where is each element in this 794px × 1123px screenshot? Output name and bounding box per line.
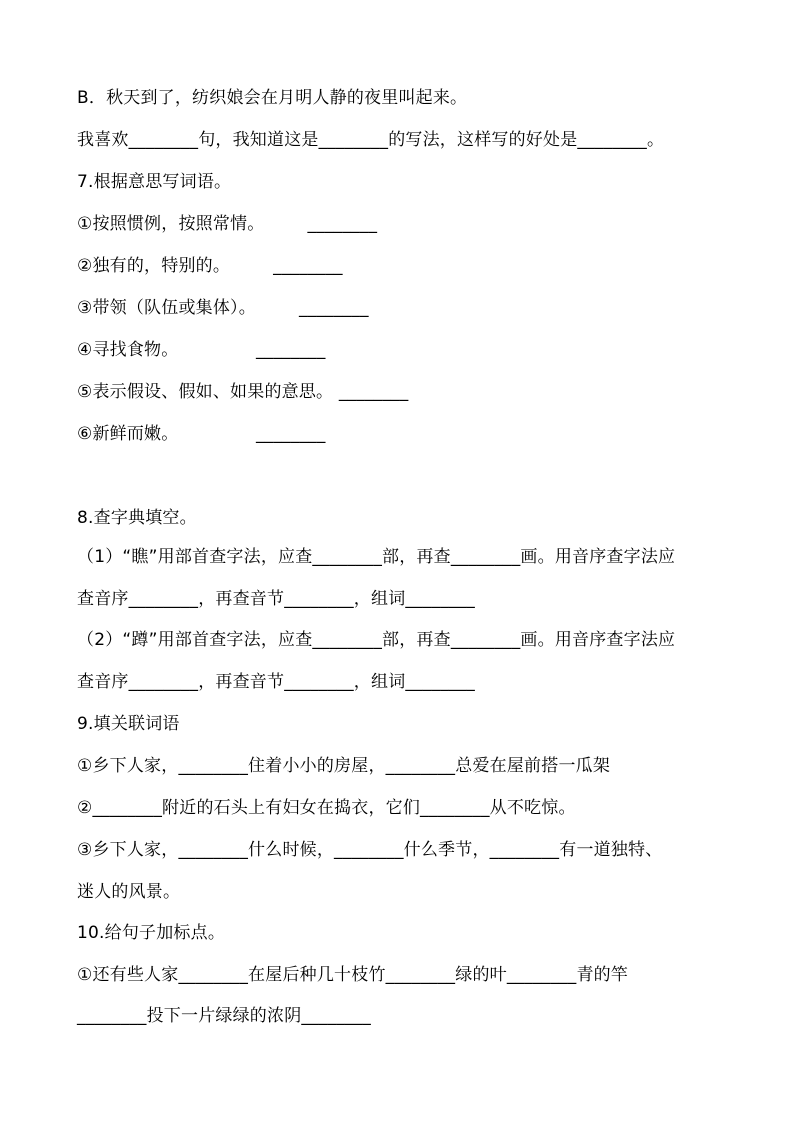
q9-item-1: ①乡下人家，________住着小小的房屋，________总爱在屋前搭一瓜架	[77, 756, 611, 776]
q7-item-1: ①按照惯例，按照常情。 ________	[77, 214, 378, 234]
q7-item-5: ⑤表示假设、假如、如果的意思。 ________	[77, 382, 409, 402]
question-10-title: 10.给句子加标点。	[77, 923, 226, 943]
q8-item-1-line-2: 查音序________，再查音节________，组词________	[77, 589, 475, 609]
q7-item-6: ⑥新鲜而嫩。 ________	[77, 424, 326, 444]
q8-item-1-line-1: （1）“瞧”用部首查字法，应查________部，再查________画。用音序查字法应	[77, 547, 676, 567]
question-7-title: 7.根据意思写词语。	[77, 172, 232, 192]
q8-item-2-line-1: （2）“蹲”用部首查字法，应查________部，再查________画。用音序查字法应	[77, 630, 676, 650]
question-8-title: 8.查字典填空。	[77, 508, 197, 528]
q7-item-4: ④寻找食物。 ________	[77, 340, 326, 360]
q10-item-1-line-2: ________投下一片绿绿的浓阴________	[77, 1006, 371, 1026]
sentence-b: B．秋天到了，纺织娘会在月明人静的夜里叫起来。	[77, 88, 468, 108]
q9-item-3-line-2: 迷人的风景。	[77, 882, 181, 902]
q8-item-2-line-2: 查音序________，再查音节________，组词________	[77, 672, 475, 692]
fill-blank-rhetoric: 我喜欢________句，我知道这是________的写法，这样写的好处是________。	[77, 130, 665, 150]
q7-item-3: ③带领（队伍或集体）。 ________	[77, 298, 369, 318]
question-9-title: 9.填关联词语	[77, 714, 180, 734]
q9-item-2: ②________附近的石头上有妇女在捣衣，它们________从不吃惊。	[77, 798, 576, 818]
q7-item-2: ②独有的，特别的。 ________	[77, 256, 343, 276]
q10-item-1-line-1: ①还有些人家________在屋后种几十枝竹________绿的叶________青的竿	[77, 965, 629, 985]
q9-item-3-line-1: ③乡下人家，________什么时候，________什么季节，________有一道独特、	[77, 840, 663, 860]
